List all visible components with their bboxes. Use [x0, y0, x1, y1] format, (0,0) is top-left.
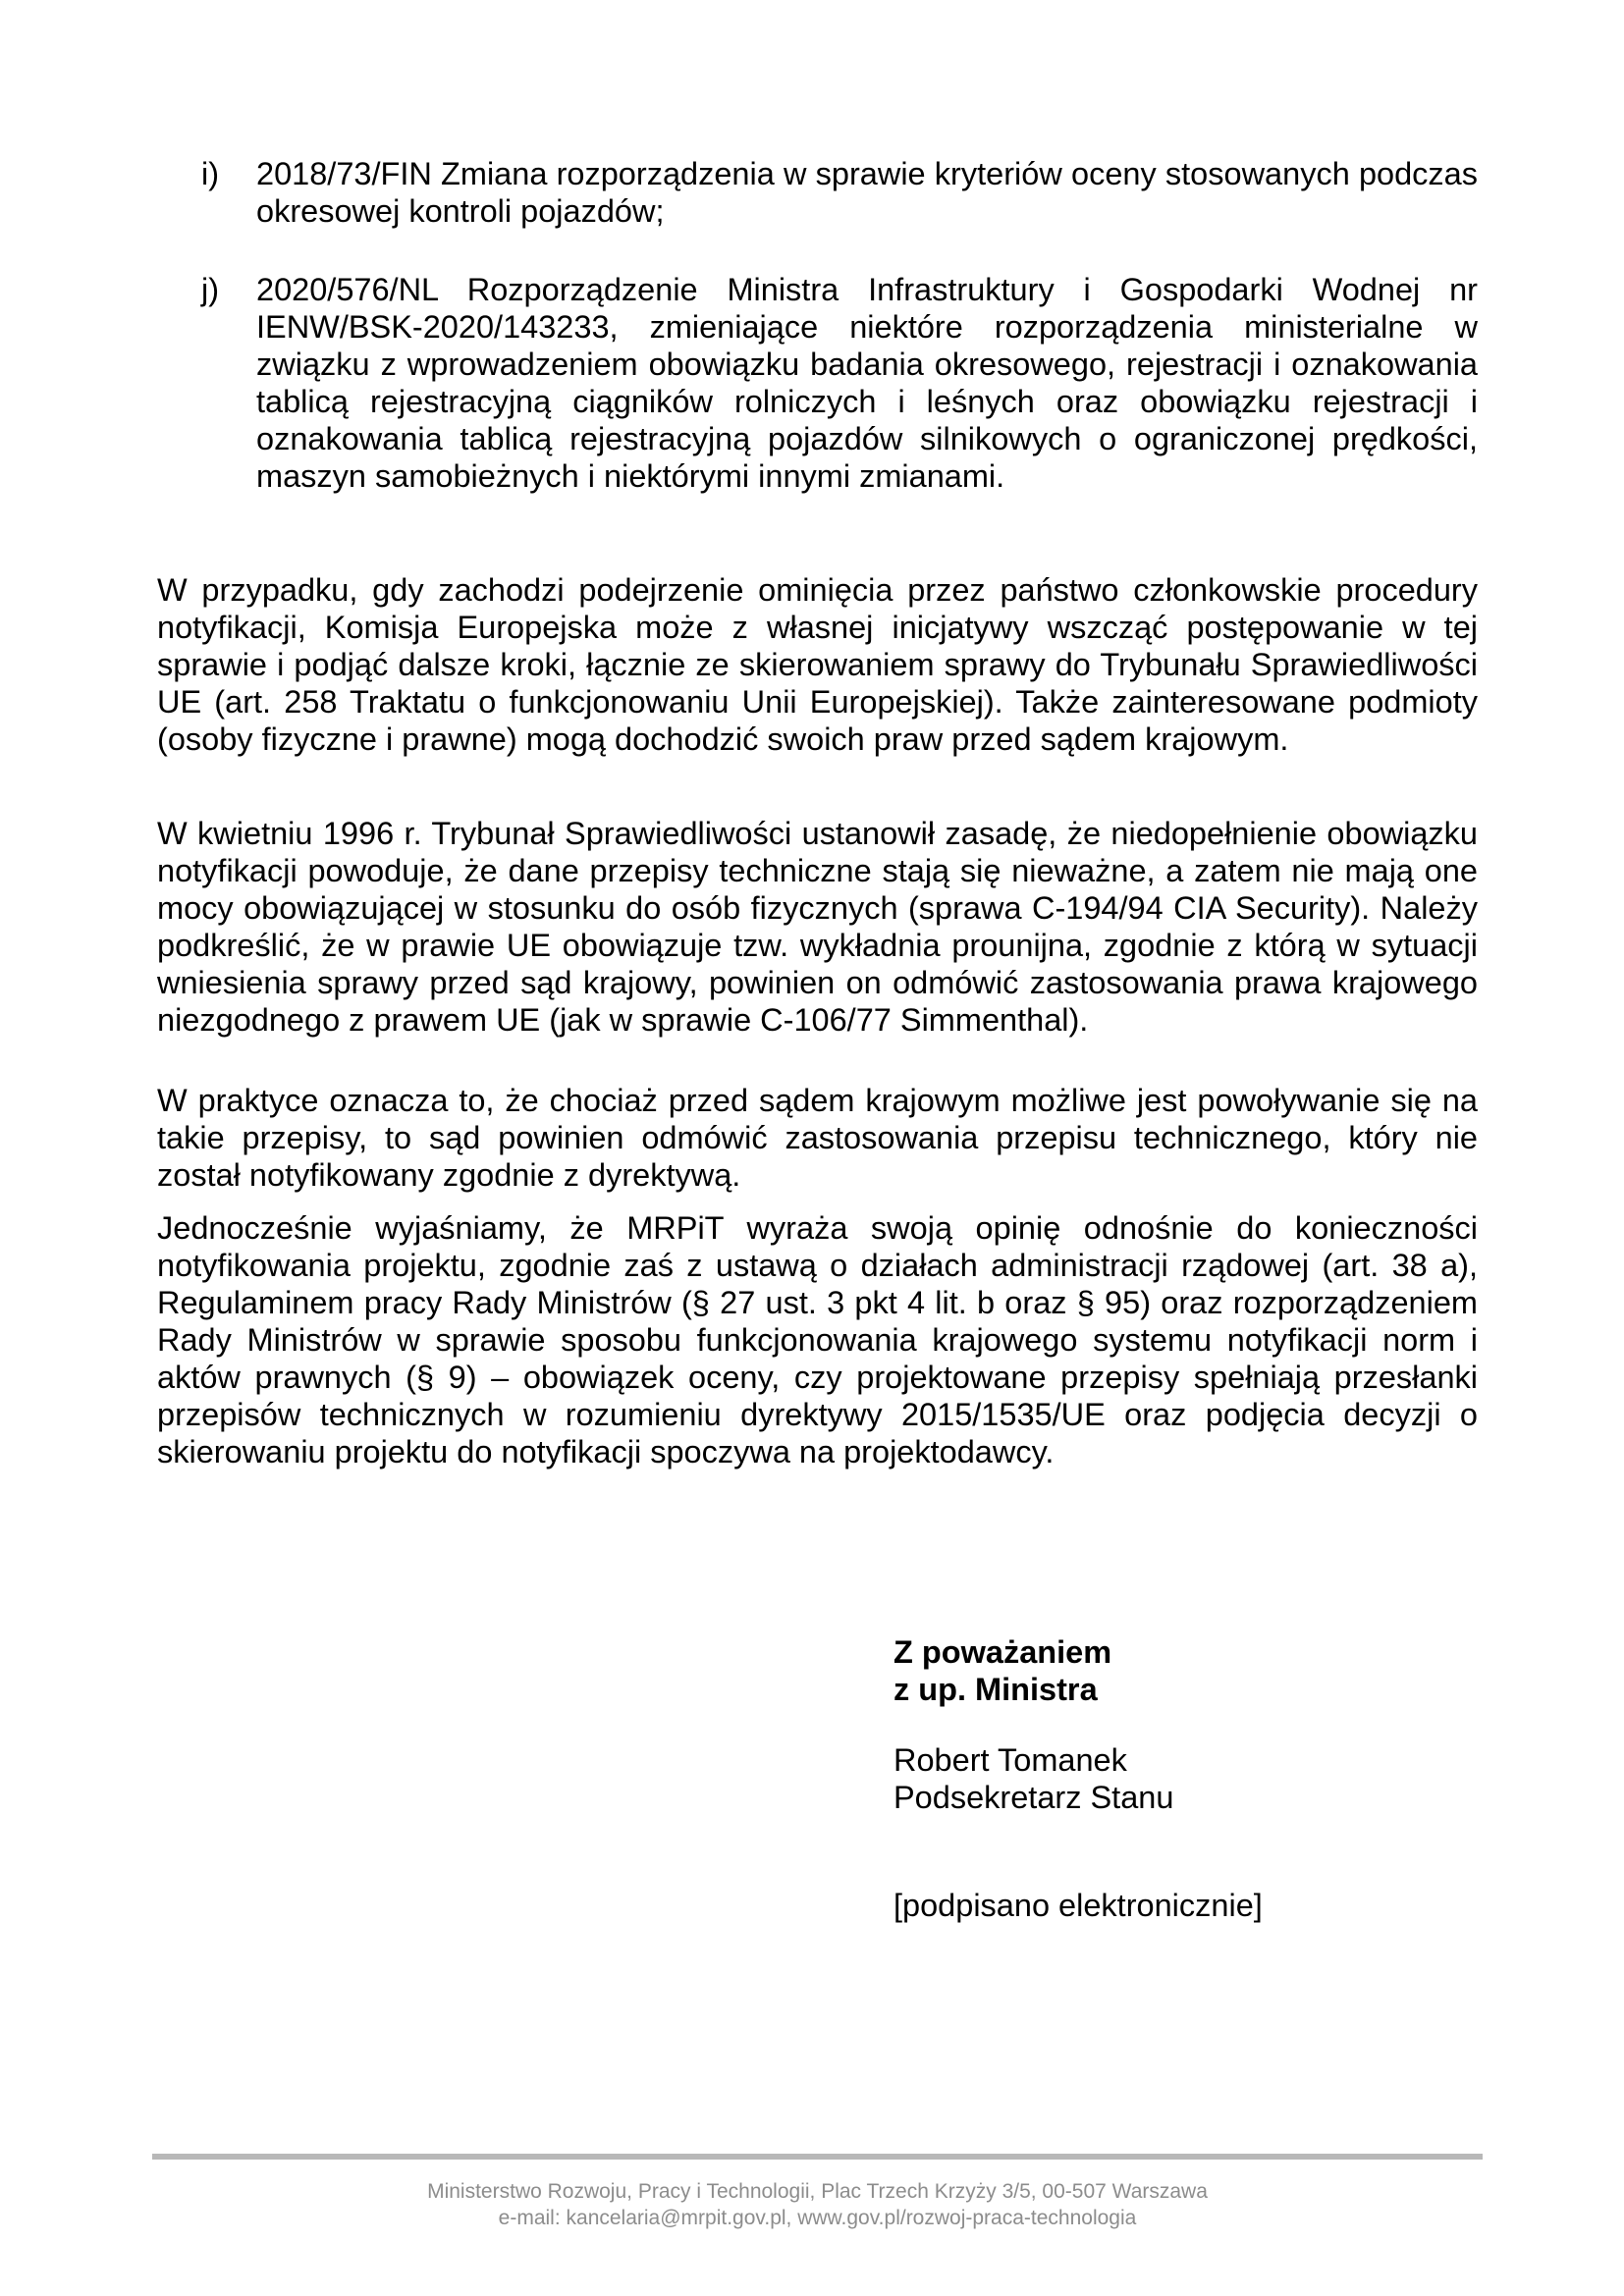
- paragraph-mrpit-opinion: Jednocześnie wyjaśniamy, że MRPiT wyraża swoją opinię odnośnie do konieczności notyfikowania projektu, zgodnie zaś z ustawą o działach administracji rządowej (art. 38 a), Regulaminem pracy Rady Ministrów (§ 27 ust. 3 pkt 4 lit. b oraz § 95) oraz rozporządzeniem Rady Ministrów w sprawie sposobu funkcjonowania krajowego systemu notyfikacji norm i aktów prawnych (§ 9) – obowiązek oceny, czy projektowane przepisy spełniają przesłanki przepisów technicznych w rozumieniu dyrektywy 2015/1535/UE oraz podjęcia decyzji o skierowaniu projektu do notyfikacji spoczywa na projektodawcy.: [157, 1210, 1478, 1469]
- closing-authority: z up. Ministra: [893, 1672, 1098, 1707]
- footer-contact: e-mail: kancelaria@mrpit.gov.pl, www.gov.pl/rozwoj-praca-technologia: [498, 2207, 1137, 2229]
- signatory-name: Robert Tomanek: [893, 1742, 1127, 1778]
- signature-block: [893, 1633, 1263, 1924]
- list-item-text: 2018/73/FIN Zmiana rozporządzenia w sprawie kryteriów oceny stosowanych podczas okresowej kontroli pojazdów;: [256, 156, 1478, 229]
- footer-divider: [152, 2154, 1483, 2160]
- list-item-j: [201, 271, 1478, 495]
- list-item-text: 2020/576/NL Rozporządzenie Ministra Infrastruktury i Gospodarki Wodnej nr IENW/BSK-2020/143233, zmieniające niektóre rozporządzenia ministerialne w związku z wprowadzeniem obowiązku badania okresowego, rejestracji i oznakowania tablicą rejestracyjną ciągników rolniczych i leśnych oraz obowiązku rejestracji i oznakowania tablicą rejestracyjną pojazdów silnikowych o ograniczonej prędkości, maszyn samobieżnych i niektórymi innymi zmianami.: [256, 272, 1478, 494]
- closing-greeting: Z poważaniem: [893, 1634, 1112, 1670]
- list-item-i: [201, 155, 1478, 230]
- paragraph-practice: W praktyce oznacza to, że chociaż przed sądem krajowym możliwe jest powoływanie się na takie przepisy, to sąd powinien odmówić zastosowania przepisu technicznego, który nie został notyfikowany zgodnie z dyrektywą.: [157, 1083, 1478, 1193]
- paragraph-court-ruling: W kwietniu 1996 r. Trybunał Sprawiedliwości ustanowił zasadę, że niedopełnienie obowiązku notyfikacji powoduje, że dane przepisy techniczne stają się nieważne, a zatem nie mają one mocy obowiązującej w stosunku do osób fizycznych (sprawa C-194/94 CIA Security). Należy podkreślić, że w prawie UE obowiązuje tzw. wykładnia prounijna, zgodnie z którą w sytuacji wniesienia sprawy przed sąd krajowy, powinien on odmówić zastosowania prawa krajowego niezgodnego z prawem UE (jak w sprawie C-106/77 Simmenthal).: [157, 816, 1478, 1038]
- e-signature-note: [podpisano elektronicznie]: [893, 1888, 1263, 1923]
- list-marker: j): [201, 272, 220, 307]
- list-marker: i): [201, 156, 220, 191]
- signatory-position: Podsekretarz Stanu: [893, 1780, 1174, 1815]
- footer-address: Ministerstwo Rozwoju, Pracy i Technologii, Plac Trzech Krzyży 3/5, 00-507 Warszawa: [427, 2180, 1208, 2203]
- paragraph-infringement: W przypadku, gdy zachodzi podejrzenie ominięcia przez państwo członkowskie procedury notyfikacji, Komisja Europejska może z własnej inicjatywy wszcząć postępowanie w tej sprawie i podjąć dalsze kroki, łącznie ze skierowaniem sprawy do Trybunału Sprawiedliwości UE (art. 258 Traktatu o funkcjonowaniu Unii Europejskiej). Także zainteresowane podmioty (osoby fizyczne i prawne) mogą dochodzić swoich praw przed sądem krajowym.: [157, 572, 1478, 757]
- footer: [152, 2178, 1483, 2231]
